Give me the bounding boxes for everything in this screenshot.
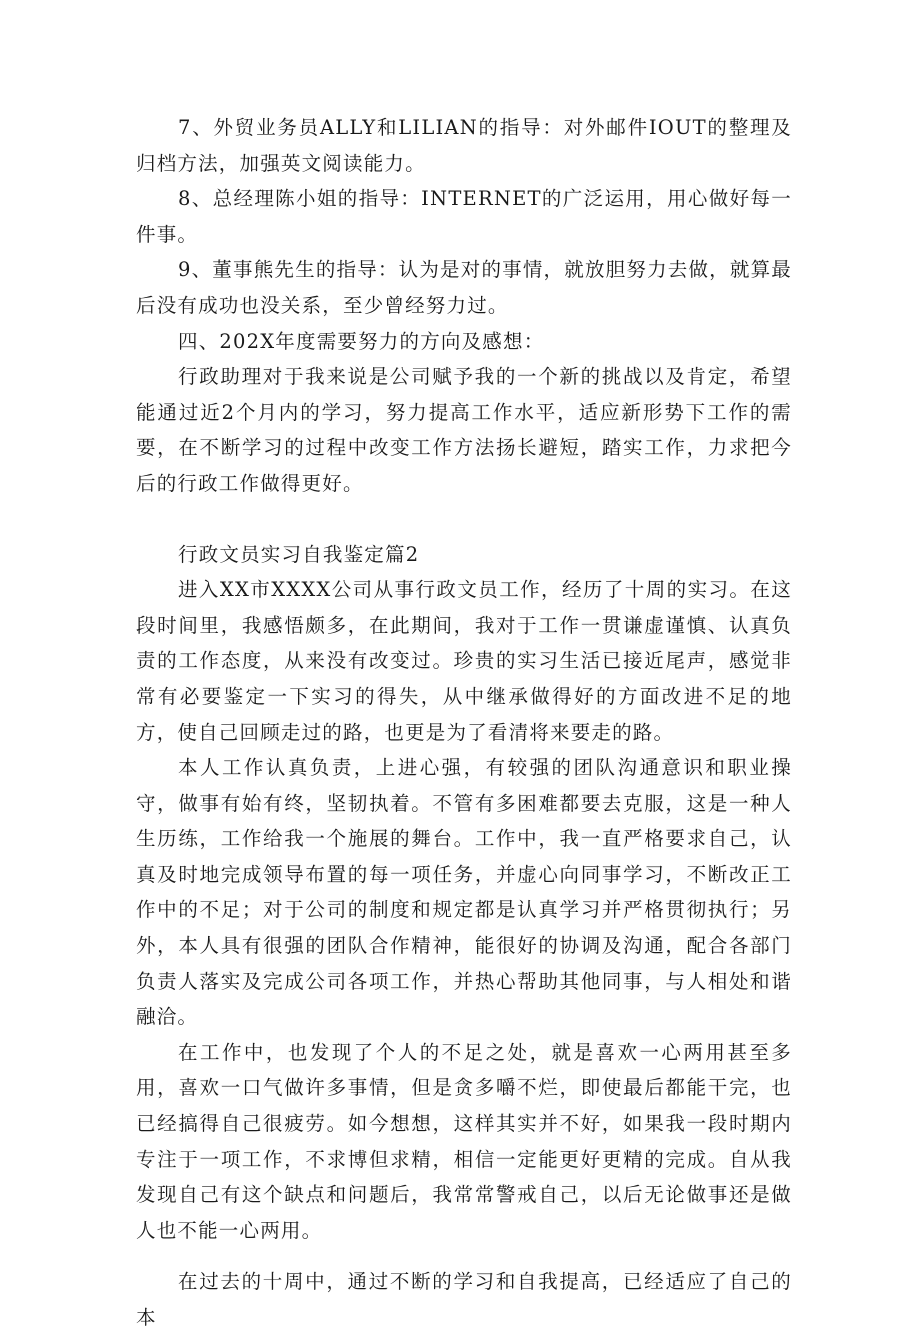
paragraph-guidance-8: 8、总经理陈小姐的指导：INTERNET的广泛运用，用心做好每一件事。 [136,187,792,246]
paragraph-past-ten-weeks: 在过去的十周中，通过不断的学习和自我提高，已经适应了自己的本 [136,1270,792,1329]
paragraph-internship-intro: 进入XX市XXXX公司从事行政文员工作，经历了十周的实习。在这段时间里，我感悟颇多，在此期间，我对于工作一贯谦虚谨慎、认真负责的工作态度，从来没有改变过。珍贵的实习生活已接近尾声，感觉非常有必要鉴定一下实习的得失，从中继承做得好的方面改进不足的地方，使自己回顾走过的路，也更是为了看清将来要走的路。 [136,578,792,744]
section-title: 行政文员实习自我鉴定篇2 [178,542,420,566]
document-body [136,110,792,1336]
paragraph-work-attitude: 本人工作认真负责，上进心强，有较强的团队沟通意识和职业操守，做事有始有终，坚韧执着。不管有多困难都要去克服，这是一种人生历练，工作给我一个施展的舞台。工作中，我一直严格要求自己，认真及时地完成领导布置的每一项任务，并虚心向同事学习，不断改正工作中的不足；对于公司的制度和规定都是认真学习并严格贯彻执行；另外，本人具有很强的团队合作精神，能很好的协调及沟通，配合各部门负责人落实及完成公司各项工作，并热心帮助其他同事，与人相处和谐融洽。 [136,756,792,1029]
section-heading-four: 四、202X年度需要努力的方向及感想： [178,329,545,353]
paragraph-guidance-9: 9、董事熊先生的指导：认为是对的事情，就放胆努力去做，就算最后没有成功也没关系，至少曾经努力过。 [136,258,792,317]
paragraph-guidance-7: 7、外贸业务员ALLY和LILIAN的指导：对外邮件IOUT的整理及归档方法，加强英文阅读能力。 [136,116,792,175]
paragraph-admin-assistant: 行政助理对于我来说是公司赋予我的一个新的挑战以及肯定，希望能通过近2个月内的学习，努力提高工作水平，适应新形势下工作的需要，在不断学习的过程中改变工作方法扬长避短，踏实工作，力求把今后的行政工作做得更好。 [136,365,792,495]
paragraph-shortcomings: 在工作中，也发现了个人的不足之处，就是喜欢一心两用甚至多用，喜欢一口气做许多事情，但是贪多嚼不烂，即使最后都能干完，也已经搞得自己很疲劳。如今想想，这样其实并不好，如果我一段时期内专注于一项工作，不求博但求精，相信一定能更好更精的完成。自从我发现自己有这个缺点和问题后，我常常警戒自己，以后无论做事还是做人也不能一心两用。 [136,1040,792,1242]
